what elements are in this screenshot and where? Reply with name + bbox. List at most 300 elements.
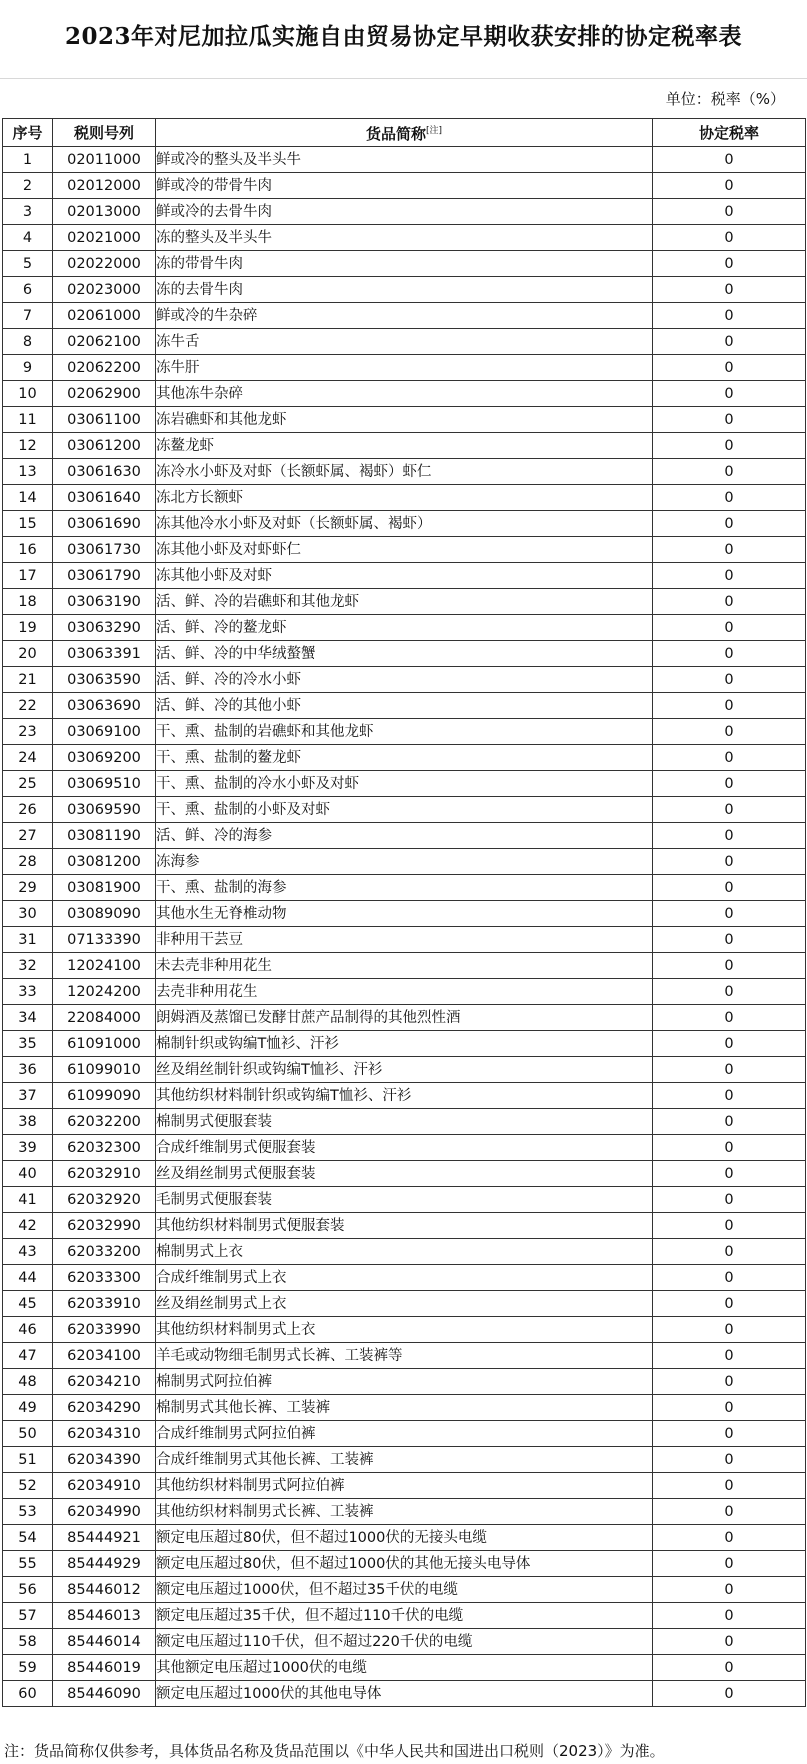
row-rate: 0 xyxy=(653,1343,806,1369)
row-goods-name: 丝及绢丝制针织或钩编T恤衫、汗衫 xyxy=(156,1057,653,1083)
row-rate: 0 xyxy=(653,1499,806,1525)
row-rate: 0 xyxy=(653,251,806,277)
row-tariff-code: 03081200 xyxy=(53,849,156,875)
table-row xyxy=(3,1343,806,1369)
row-tariff-code: 12024200 xyxy=(53,979,156,1005)
row-goods-name: 冻牛肝 xyxy=(156,355,653,381)
row-seq: 9 xyxy=(3,355,53,381)
row-seq: 1 xyxy=(3,147,53,173)
table-row xyxy=(3,1135,806,1161)
row-seq: 46 xyxy=(3,1317,53,1343)
table-row xyxy=(3,1577,806,1603)
row-rate: 0 xyxy=(653,615,806,641)
table-row xyxy=(3,329,806,355)
row-rate: 0 xyxy=(653,1525,806,1551)
row-goods-name: 干、熏、盐制的鳌龙虾 xyxy=(156,745,653,771)
row-seq: 27 xyxy=(3,823,53,849)
row-tariff-code: 85444921 xyxy=(53,1525,156,1551)
row-seq: 30 xyxy=(3,901,53,927)
row-seq: 26 xyxy=(3,797,53,823)
row-seq: 51 xyxy=(3,1447,53,1473)
table-row xyxy=(3,953,806,979)
row-goods-name: 鲜或冷的去骨牛肉 xyxy=(156,199,653,225)
row-seq: 57 xyxy=(3,1603,53,1629)
row-rate: 0 xyxy=(653,563,806,589)
title-divider xyxy=(0,78,807,79)
row-goods-name: 棉制男式其他长裤、工装裤 xyxy=(156,1395,653,1421)
row-goods-name: 额定电压超过1000伏，但不超过35千伏的电缆 xyxy=(156,1577,653,1603)
row-tariff-code: 61099010 xyxy=(53,1057,156,1083)
table-row xyxy=(3,1629,806,1655)
row-tariff-code: 62033910 xyxy=(53,1291,156,1317)
row-tariff-code: 03063590 xyxy=(53,667,156,693)
row-tariff-code: 03061630 xyxy=(53,459,156,485)
unit-label: 单位：税率（%） xyxy=(665,90,785,108)
row-goods-name: 活、鲜、冷的其他小虾 xyxy=(156,693,653,719)
row-tariff-code: 03061640 xyxy=(53,485,156,511)
table-body xyxy=(3,147,806,1707)
row-tariff-code: 03063190 xyxy=(53,589,156,615)
row-tariff-code: 61091000 xyxy=(53,1031,156,1057)
row-tariff-code: 62034390 xyxy=(53,1447,156,1473)
row-rate: 0 xyxy=(653,1577,806,1603)
table-row xyxy=(3,771,806,797)
row-goods-name: 额定电压超过80伏，但不超过1000伏的其他无接头电导体 xyxy=(156,1551,653,1577)
table-row xyxy=(3,1057,806,1083)
row-rate: 0 xyxy=(653,407,806,433)
row-seq: 24 xyxy=(3,745,53,771)
row-tariff-code: 07133390 xyxy=(53,927,156,953)
row-rate: 0 xyxy=(653,1031,806,1057)
row-tariff-code: 03069100 xyxy=(53,719,156,745)
row-seq: 40 xyxy=(3,1161,53,1187)
row-goods-name: 鲜或冷的整头及半头牛 xyxy=(156,147,653,173)
row-goods-name: 冻其他冷水小虾及对虾（长额虾属、褐虾） xyxy=(156,511,653,537)
row-seq: 18 xyxy=(3,589,53,615)
row-rate: 0 xyxy=(653,199,806,225)
table-row xyxy=(3,1031,806,1057)
row-goods-name: 冻海参 xyxy=(156,849,653,875)
table-row xyxy=(3,1499,806,1525)
row-rate: 0 xyxy=(653,1395,806,1421)
row-tariff-code: 03061200 xyxy=(53,433,156,459)
row-goods-name: 冻冷水小虾及对虾（长额虾属、褐虾）虾仁 xyxy=(156,459,653,485)
row-goods-name: 其他水生无脊椎动物 xyxy=(156,901,653,927)
row-tariff-code: 62032200 xyxy=(53,1109,156,1135)
row-seq: 37 xyxy=(3,1083,53,1109)
table-row xyxy=(3,1187,806,1213)
table-row xyxy=(3,433,806,459)
row-rate: 0 xyxy=(653,901,806,927)
table-row xyxy=(3,901,806,927)
table-row xyxy=(3,1369,806,1395)
row-rate: 0 xyxy=(653,1447,806,1473)
row-rate: 0 xyxy=(653,667,806,693)
row-rate: 0 xyxy=(653,1291,806,1317)
row-rate: 0 xyxy=(653,1083,806,1109)
row-goods-name: 活、鲜、冷的海参 xyxy=(156,823,653,849)
row-seq: 35 xyxy=(3,1031,53,1057)
row-seq: 11 xyxy=(3,407,53,433)
row-rate: 0 xyxy=(653,303,806,329)
row-rate: 0 xyxy=(653,1135,806,1161)
table-row xyxy=(3,979,806,1005)
row-tariff-code: 02023000 xyxy=(53,277,156,303)
row-tariff-code: 12024100 xyxy=(53,953,156,979)
row-goods-name: 羊毛或动物细毛制男式长裤、工装裤等 xyxy=(156,1343,653,1369)
table-row xyxy=(3,537,806,563)
row-goods-name: 非种用干芸豆 xyxy=(156,927,653,953)
table-row xyxy=(3,745,806,771)
table-row xyxy=(3,927,806,953)
table-row xyxy=(3,875,806,901)
row-tariff-code: 62034290 xyxy=(53,1395,156,1421)
row-rate: 0 xyxy=(653,745,806,771)
row-seq: 2 xyxy=(3,173,53,199)
row-tariff-code: 02021000 xyxy=(53,225,156,251)
row-tariff-code: 03081900 xyxy=(53,875,156,901)
row-rate: 0 xyxy=(653,225,806,251)
row-tariff-code: 22084000 xyxy=(53,1005,156,1031)
row-tariff-code: 03069200 xyxy=(53,745,156,771)
table-row xyxy=(3,823,806,849)
table-row xyxy=(3,485,806,511)
row-goods-name: 干、熏、盐制的冷水小虾及对虾 xyxy=(156,771,653,797)
row-rate: 0 xyxy=(653,589,806,615)
table-row xyxy=(3,407,806,433)
row-seq: 56 xyxy=(3,1577,53,1603)
row-tariff-code: 03081190 xyxy=(53,823,156,849)
row-seq: 28 xyxy=(3,849,53,875)
row-tariff-code: 03063391 xyxy=(53,641,156,667)
row-tariff-code: 85446014 xyxy=(53,1629,156,1655)
row-rate: 0 xyxy=(653,1265,806,1291)
row-goods-name: 活、鲜、冷的鳌龙虾 xyxy=(156,615,653,641)
row-goods-name: 其他冻牛杂碎 xyxy=(156,381,653,407)
row-tariff-code: 62032910 xyxy=(53,1161,156,1187)
row-seq: 55 xyxy=(3,1551,53,1577)
row-tariff-code: 02012000 xyxy=(53,173,156,199)
row-rate: 0 xyxy=(653,355,806,381)
row-goods-name: 活、鲜、冷的岩礁虾和其他龙虾 xyxy=(156,589,653,615)
row-seq: 45 xyxy=(3,1291,53,1317)
row-seq: 58 xyxy=(3,1629,53,1655)
row-rate: 0 xyxy=(653,953,806,979)
row-goods-name: 其他纺织材料制男式便服套装 xyxy=(156,1213,653,1239)
table-row xyxy=(3,1239,806,1265)
row-seq: 48 xyxy=(3,1369,53,1395)
table-row xyxy=(3,797,806,823)
row-goods-name: 朗姆酒及蒸馏已发酵甘蔗产品制得的其他烈性酒 xyxy=(156,1005,653,1031)
row-goods-name: 额定电压超过1000伏的其他电导体 xyxy=(156,1681,653,1707)
row-rate: 0 xyxy=(653,1551,806,1577)
table-row xyxy=(3,615,806,641)
row-tariff-code: 62034910 xyxy=(53,1473,156,1499)
row-rate: 0 xyxy=(653,1005,806,1031)
row-seq: 32 xyxy=(3,953,53,979)
row-tariff-code: 03089090 xyxy=(53,901,156,927)
row-seq: 49 xyxy=(3,1395,53,1421)
table-row xyxy=(3,147,806,173)
row-tariff-code: 03063290 xyxy=(53,615,156,641)
table-row xyxy=(3,1213,806,1239)
row-tariff-code: 02062200 xyxy=(53,355,156,381)
row-tariff-code: 02062900 xyxy=(53,381,156,407)
row-goods-name: 毛制男式便服套装 xyxy=(156,1187,653,1213)
row-rate: 0 xyxy=(653,1629,806,1655)
table-row xyxy=(3,1395,806,1421)
table-row xyxy=(3,1421,806,1447)
row-tariff-code: 62032300 xyxy=(53,1135,156,1161)
page-title: 2023年对尼加拉瓜实施自由贸易协定早期收获安排的协定税率表 xyxy=(64,23,742,50)
row-seq: 47 xyxy=(3,1343,53,1369)
row-tariff-code: 02061000 xyxy=(53,303,156,329)
row-tariff-code: 03069590 xyxy=(53,797,156,823)
row-rate: 0 xyxy=(653,1109,806,1135)
row-seq: 29 xyxy=(3,875,53,901)
row-seq: 42 xyxy=(3,1213,53,1239)
row-rate: 0 xyxy=(653,1473,806,1499)
table-row xyxy=(3,563,806,589)
row-rate: 0 xyxy=(653,823,806,849)
row-seq: 17 xyxy=(3,563,53,589)
row-tariff-code: 02011000 xyxy=(53,147,156,173)
row-rate: 0 xyxy=(653,979,806,1005)
row-seq: 44 xyxy=(3,1265,53,1291)
row-tariff-code: 85446013 xyxy=(53,1603,156,1629)
row-rate: 0 xyxy=(653,1187,806,1213)
row-rate: 0 xyxy=(653,277,806,303)
row-rate: 0 xyxy=(653,381,806,407)
row-seq: 39 xyxy=(3,1135,53,1161)
row-tariff-code: 62034100 xyxy=(53,1343,156,1369)
row-rate: 0 xyxy=(653,693,806,719)
row-rate: 0 xyxy=(653,771,806,797)
row-goods-name: 干、熏、盐制的小虾及对虾 xyxy=(156,797,653,823)
row-rate: 0 xyxy=(653,433,806,459)
row-goods-name: 其他纺织材料制针织或钩编T恤衫、汗衫 xyxy=(156,1083,653,1109)
row-seq: 60 xyxy=(3,1681,53,1707)
row-goods-name: 合成纤维制男式便服套装 xyxy=(156,1135,653,1161)
row-goods-name: 棉制男式上衣 xyxy=(156,1239,653,1265)
row-rate: 0 xyxy=(653,1421,806,1447)
table-row xyxy=(3,1551,806,1577)
row-goods-name: 干、熏、盐制的岩礁虾和其他龙虾 xyxy=(156,719,653,745)
row-tariff-code: 85444929 xyxy=(53,1551,156,1577)
table-row xyxy=(3,1525,806,1551)
header-rate: 协定税率 xyxy=(653,119,806,147)
row-seq: 20 xyxy=(3,641,53,667)
row-rate: 0 xyxy=(653,147,806,173)
row-rate: 0 xyxy=(653,485,806,511)
row-tariff-code: 03063690 xyxy=(53,693,156,719)
row-goods-name: 冻的去骨牛肉 xyxy=(156,277,653,303)
row-goods-name: 合成纤维制男式上衣 xyxy=(156,1265,653,1291)
row-seq: 10 xyxy=(3,381,53,407)
row-seq: 3 xyxy=(3,199,53,225)
tariff-table xyxy=(2,118,806,1707)
row-rate: 0 xyxy=(653,1057,806,1083)
row-rate: 0 xyxy=(653,849,806,875)
row-tariff-code: 62033990 xyxy=(53,1317,156,1343)
table-row xyxy=(3,641,806,667)
row-tariff-code: 62034990 xyxy=(53,1499,156,1525)
table-row xyxy=(3,199,806,225)
header-seq: 序号 xyxy=(3,119,53,147)
header-code: 税则号列 xyxy=(53,119,156,147)
row-seq: 53 xyxy=(3,1499,53,1525)
row-goods-name: 棉制男式阿拉伯裤 xyxy=(156,1369,653,1395)
row-tariff-code: 03061690 xyxy=(53,511,156,537)
row-seq: 36 xyxy=(3,1057,53,1083)
row-seq: 25 xyxy=(3,771,53,797)
row-seq: 5 xyxy=(3,251,53,277)
row-goods-name: 额定电压超过110千伏，但不超过220千伏的电缆 xyxy=(156,1629,653,1655)
row-seq: 4 xyxy=(3,225,53,251)
table-row xyxy=(3,355,806,381)
row-goods-name: 冻岩礁虾和其他龙虾 xyxy=(156,407,653,433)
row-goods-name: 冻其他小虾及对虾 xyxy=(156,563,653,589)
table-row xyxy=(3,1655,806,1681)
row-seq: 38 xyxy=(3,1109,53,1135)
row-rate: 0 xyxy=(653,1317,806,1343)
table-row xyxy=(3,277,806,303)
table-row xyxy=(3,1317,806,1343)
header-name-note: [注] xyxy=(425,126,443,136)
row-goods-name: 其他纺织材料制男式阿拉伯裤 xyxy=(156,1473,653,1499)
row-seq: 7 xyxy=(3,303,53,329)
footnote: 注：货品简称仅供参考，具体货品名称及货品范围以《中华人民共和国进出口税则（2023）》为准。 xyxy=(4,1742,665,1760)
row-goods-name: 冻北方长额虾 xyxy=(156,485,653,511)
row-rate: 0 xyxy=(653,875,806,901)
row-goods-name: 冻的整头及半头牛 xyxy=(156,225,653,251)
row-rate: 0 xyxy=(653,1213,806,1239)
row-goods-name: 冻其他小虾及对虾虾仁 xyxy=(156,537,653,563)
row-seq: 31 xyxy=(3,927,53,953)
row-tariff-code: 85446012 xyxy=(53,1577,156,1603)
row-rate: 0 xyxy=(653,173,806,199)
row-goods-name: 其他纺织材料制男式上衣 xyxy=(156,1317,653,1343)
row-goods-name: 冻牛舌 xyxy=(156,329,653,355)
table-row xyxy=(3,719,806,745)
row-seq: 21 xyxy=(3,667,53,693)
row-seq: 16 xyxy=(3,537,53,563)
table-header-row xyxy=(3,119,806,147)
table-row xyxy=(3,693,806,719)
row-goods-name: 丝及绢丝制男式便服套装 xyxy=(156,1161,653,1187)
row-rate: 0 xyxy=(653,797,806,823)
row-tariff-code: 62033300 xyxy=(53,1265,156,1291)
row-goods-name: 干、熏、盐制的海参 xyxy=(156,875,653,901)
table-row xyxy=(3,1005,806,1031)
row-goods-name: 去壳非种用花生 xyxy=(156,979,653,1005)
table-row xyxy=(3,849,806,875)
table-row xyxy=(3,511,806,537)
row-tariff-code: 62032990 xyxy=(53,1213,156,1239)
table-row xyxy=(3,1265,806,1291)
table-row xyxy=(3,1603,806,1629)
row-goods-name: 其他额定电压超过1000伏的电缆 xyxy=(156,1655,653,1681)
row-tariff-code: 03061790 xyxy=(53,563,156,589)
row-rate: 0 xyxy=(653,641,806,667)
row-tariff-code: 03061100 xyxy=(53,407,156,433)
row-seq: 43 xyxy=(3,1239,53,1265)
table-row xyxy=(3,1083,806,1109)
table-row xyxy=(3,1473,806,1499)
table-row xyxy=(3,1447,806,1473)
row-goods-name: 额定电压超过35千伏，但不超过110千伏的电缆 xyxy=(156,1603,653,1629)
row-tariff-code: 62032920 xyxy=(53,1187,156,1213)
table-row xyxy=(3,1109,806,1135)
row-tariff-code: 85446019 xyxy=(53,1655,156,1681)
row-seq: 8 xyxy=(3,329,53,355)
row-rate: 0 xyxy=(653,1655,806,1681)
table-row xyxy=(3,225,806,251)
row-goods-name: 活、鲜、冷的中华绒螯蟹 xyxy=(156,641,653,667)
row-rate: 0 xyxy=(653,1603,806,1629)
row-rate: 0 xyxy=(653,1239,806,1265)
row-tariff-code: 02013000 xyxy=(53,199,156,225)
table-row xyxy=(3,381,806,407)
row-goods-name: 合成纤维制男式其他长裤、工装裤 xyxy=(156,1447,653,1473)
row-seq: 52 xyxy=(3,1473,53,1499)
table-row xyxy=(3,1291,806,1317)
row-tariff-code: 62033200 xyxy=(53,1239,156,1265)
row-tariff-code: 03061730 xyxy=(53,537,156,563)
row-rate: 0 xyxy=(653,719,806,745)
row-tariff-code: 61099090 xyxy=(53,1083,156,1109)
row-rate: 0 xyxy=(653,1369,806,1395)
table-row xyxy=(3,251,806,277)
row-rate: 0 xyxy=(653,511,806,537)
row-seq: 54 xyxy=(3,1525,53,1551)
row-tariff-code: 02062100 xyxy=(53,329,156,355)
row-seq: 13 xyxy=(3,459,53,485)
row-seq: 50 xyxy=(3,1421,53,1447)
row-goods-name: 鲜或冷的带骨牛肉 xyxy=(156,173,653,199)
row-seq: 6 xyxy=(3,277,53,303)
row-rate: 0 xyxy=(653,1681,806,1707)
row-tariff-code: 85446090 xyxy=(53,1681,156,1707)
row-seq: 12 xyxy=(3,433,53,459)
row-goods-name: 合成纤维制男式阿拉伯裤 xyxy=(156,1421,653,1447)
row-seq: 14 xyxy=(3,485,53,511)
row-goods-name: 鲜或冷的牛杂碎 xyxy=(156,303,653,329)
row-goods-name: 棉制针织或钩编T恤衫、汗衫 xyxy=(156,1031,653,1057)
row-seq: 33 xyxy=(3,979,53,1005)
row-goods-name: 冻的带骨牛肉 xyxy=(156,251,653,277)
row-seq: 59 xyxy=(3,1655,53,1681)
table-row xyxy=(3,173,806,199)
row-goods-name: 其他纺织材料制男式长裤、工装裤 xyxy=(156,1499,653,1525)
row-seq: 19 xyxy=(3,615,53,641)
row-rate: 0 xyxy=(653,537,806,563)
table-row xyxy=(3,303,806,329)
header-name-label: 货品简称 xyxy=(365,125,426,143)
row-goods-name: 未去壳非种用花生 xyxy=(156,953,653,979)
row-seq: 22 xyxy=(3,693,53,719)
row-tariff-code: 62034310 xyxy=(53,1421,156,1447)
row-goods-name: 额定电压超过80伏，但不超过1000伏的无接头电缆 xyxy=(156,1525,653,1551)
table-row xyxy=(3,1681,806,1707)
row-tariff-code: 62034210 xyxy=(53,1369,156,1395)
row-rate: 0 xyxy=(653,329,806,355)
row-goods-name: 活、鲜、冷的冷水小虾 xyxy=(156,667,653,693)
row-seq: 41 xyxy=(3,1187,53,1213)
row-tariff-code: 03069510 xyxy=(53,771,156,797)
row-seq: 15 xyxy=(3,511,53,537)
row-goods-name: 冻鳌龙虾 xyxy=(156,433,653,459)
